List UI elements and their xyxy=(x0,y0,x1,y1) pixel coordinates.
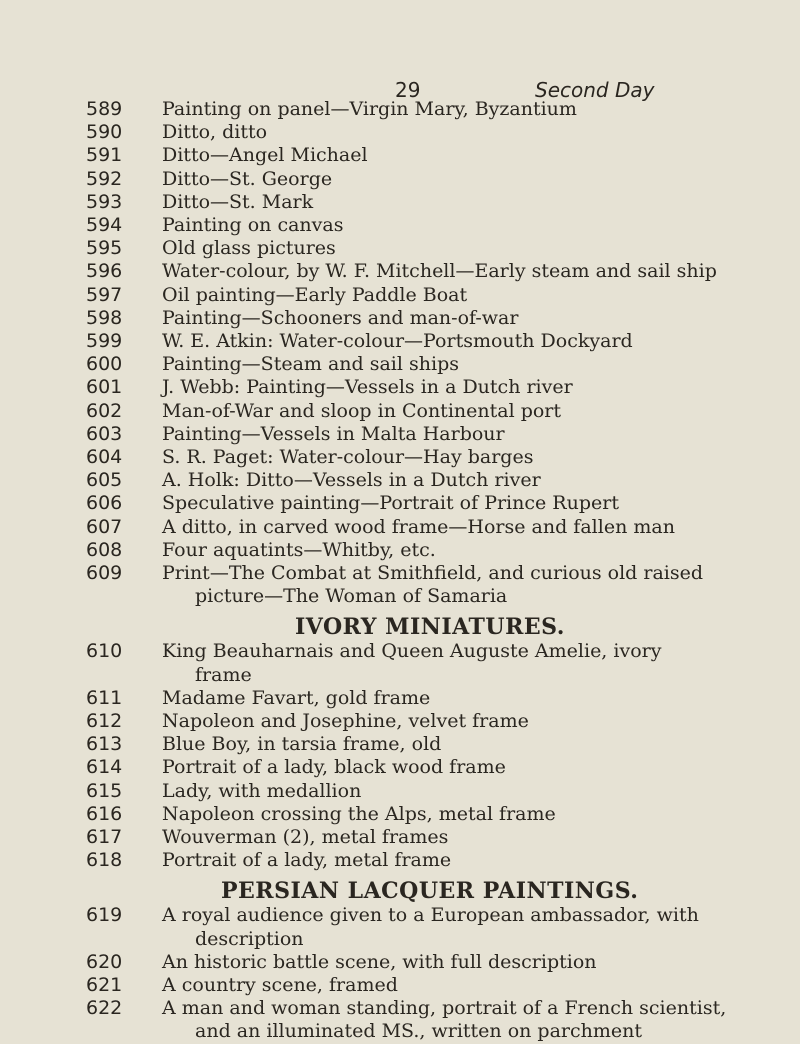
lot-number: 611 xyxy=(86,686,123,709)
lot-description: A country scene, framed xyxy=(162,974,398,996)
lot-description: A. Holk: Ditto—Vessels in a Dutch river xyxy=(162,469,541,492)
page-number: 29 xyxy=(395,78,421,102)
lot-description: Painting—Vessels in Malta Harbour xyxy=(162,422,505,445)
lot-number: 597 xyxy=(86,283,123,306)
lot-number: 595 xyxy=(86,237,123,260)
lot-number: 600 xyxy=(86,353,123,376)
lot-number: 616 xyxy=(86,802,123,825)
lot-description: J. Webb: Painting—Vessels in a Dutch river xyxy=(162,376,573,399)
lot-number: 613 xyxy=(86,733,123,756)
lot-number: 612 xyxy=(86,710,123,732)
lot-description: Lady, with medallion xyxy=(162,779,362,802)
lot-description: Napoleon and Josephine, velvet frame xyxy=(162,710,529,732)
lot-description: Napoleon crossing the Alps, metal frame xyxy=(162,802,556,825)
lot-description: Water-colour, by W. F. Mitchell—Early steam and sail ship xyxy=(162,260,717,283)
lot-number: 610 xyxy=(86,640,123,663)
lot-number: 621 xyxy=(86,974,123,996)
lot-description: Wouverman (2), metal frames xyxy=(162,826,449,848)
lot-description: Painting on canvas xyxy=(162,214,344,236)
lot-description: Portrait of a lady, black wood frame xyxy=(162,756,506,779)
lot-number: 620 xyxy=(86,950,123,973)
lot-number: 617 xyxy=(86,826,123,848)
lot-number: 593 xyxy=(86,190,123,213)
section-heading-ivory-miniatures: IVORY MINIATURES. xyxy=(295,614,565,641)
lot-description: Ditto—St. George xyxy=(162,167,333,190)
lot-number: 614 xyxy=(86,756,123,779)
lot-description: Man-of-War and sloop in Continental port xyxy=(162,399,562,422)
lot-number: 622 xyxy=(86,997,123,1020)
lot-description-continuation: description xyxy=(195,927,304,950)
lot-description: W. E. Atkin: Water-colour—Portsmouth Dockyard xyxy=(162,330,633,352)
section-heading-persian-lacquer: PERSIAN LACQUER PAINTINGS. xyxy=(221,878,639,905)
lot-number: 607 xyxy=(86,515,123,538)
lot-number: 602 xyxy=(86,399,123,422)
lot-description: Madame Favart, gold frame xyxy=(162,686,431,709)
lot-number: 618 xyxy=(86,849,123,872)
lot-description: A man and woman standing, portrait of a French scientist, xyxy=(162,997,727,1020)
lot-description: Painting—Steam and sail ships xyxy=(162,353,459,376)
lot-number: 601 xyxy=(86,376,123,399)
lot-description: Oil painting—Early Paddle Boat xyxy=(162,283,468,306)
lot-description: Ditto—St. Mark xyxy=(162,190,314,213)
lot-number: 599 xyxy=(86,330,123,352)
lot-number: 619 xyxy=(86,904,123,927)
running-head: Second Day xyxy=(535,78,655,102)
lot-description: Four aquatints—Whitby, etc. xyxy=(162,538,436,561)
lot-description: Painting—Schooners and man-of-war xyxy=(162,306,519,329)
lot-number: 609 xyxy=(86,562,123,584)
lot-number: 590 xyxy=(86,121,123,144)
lot-number: 596 xyxy=(86,260,123,283)
lot-number: 592 xyxy=(86,167,123,190)
lot-number: 606 xyxy=(86,492,123,515)
lot-number: 603 xyxy=(86,422,123,445)
lot-description: Ditto, ditto xyxy=(162,121,268,144)
lot-description-continuation: picture—The Woman of Samaria xyxy=(195,585,508,608)
lot-number: 598 xyxy=(86,306,123,329)
lot-number: 608 xyxy=(86,538,123,561)
lot-description: Portrait of a lady, metal frame xyxy=(162,849,452,872)
lot-description: Blue Boy, in tarsia frame, old xyxy=(162,733,442,756)
lot-description: Ditto—Angel Michael xyxy=(162,144,368,167)
lot-description: King Beauharnais and Queen Auguste Amelie, ivory xyxy=(162,640,662,663)
lot-number: 615 xyxy=(86,779,123,802)
lot-description: A ditto, in carved wood frame—Horse and fallen man xyxy=(162,515,675,538)
lot-number: 591 xyxy=(86,144,123,167)
lot-description: Old glass pictures xyxy=(162,237,336,260)
lot-description: Print—The Combat at Smithfield, and curious old raised xyxy=(162,562,704,584)
lot-number: 594 xyxy=(86,214,123,236)
lot-description: A royal audience given to a European ambassador, with xyxy=(162,904,699,927)
lot-description: Painting on panel—Virgin Mary, Byzantium xyxy=(162,98,577,120)
lot-number: 589 xyxy=(86,98,123,120)
lot-number: 604 xyxy=(86,446,123,468)
lot-description: S. R. Paget: Water-colour—Hay barges xyxy=(162,446,534,468)
lot-description-continuation: frame xyxy=(195,663,252,686)
lot-description: An historic battle scene, with full description xyxy=(162,950,597,973)
lot-description-continuation: and an illuminated MS., written on parchment xyxy=(195,1020,643,1043)
lot-number: 605 xyxy=(86,469,123,492)
lot-description: Speculative painting—Portrait of Prince Rupert xyxy=(162,492,619,515)
